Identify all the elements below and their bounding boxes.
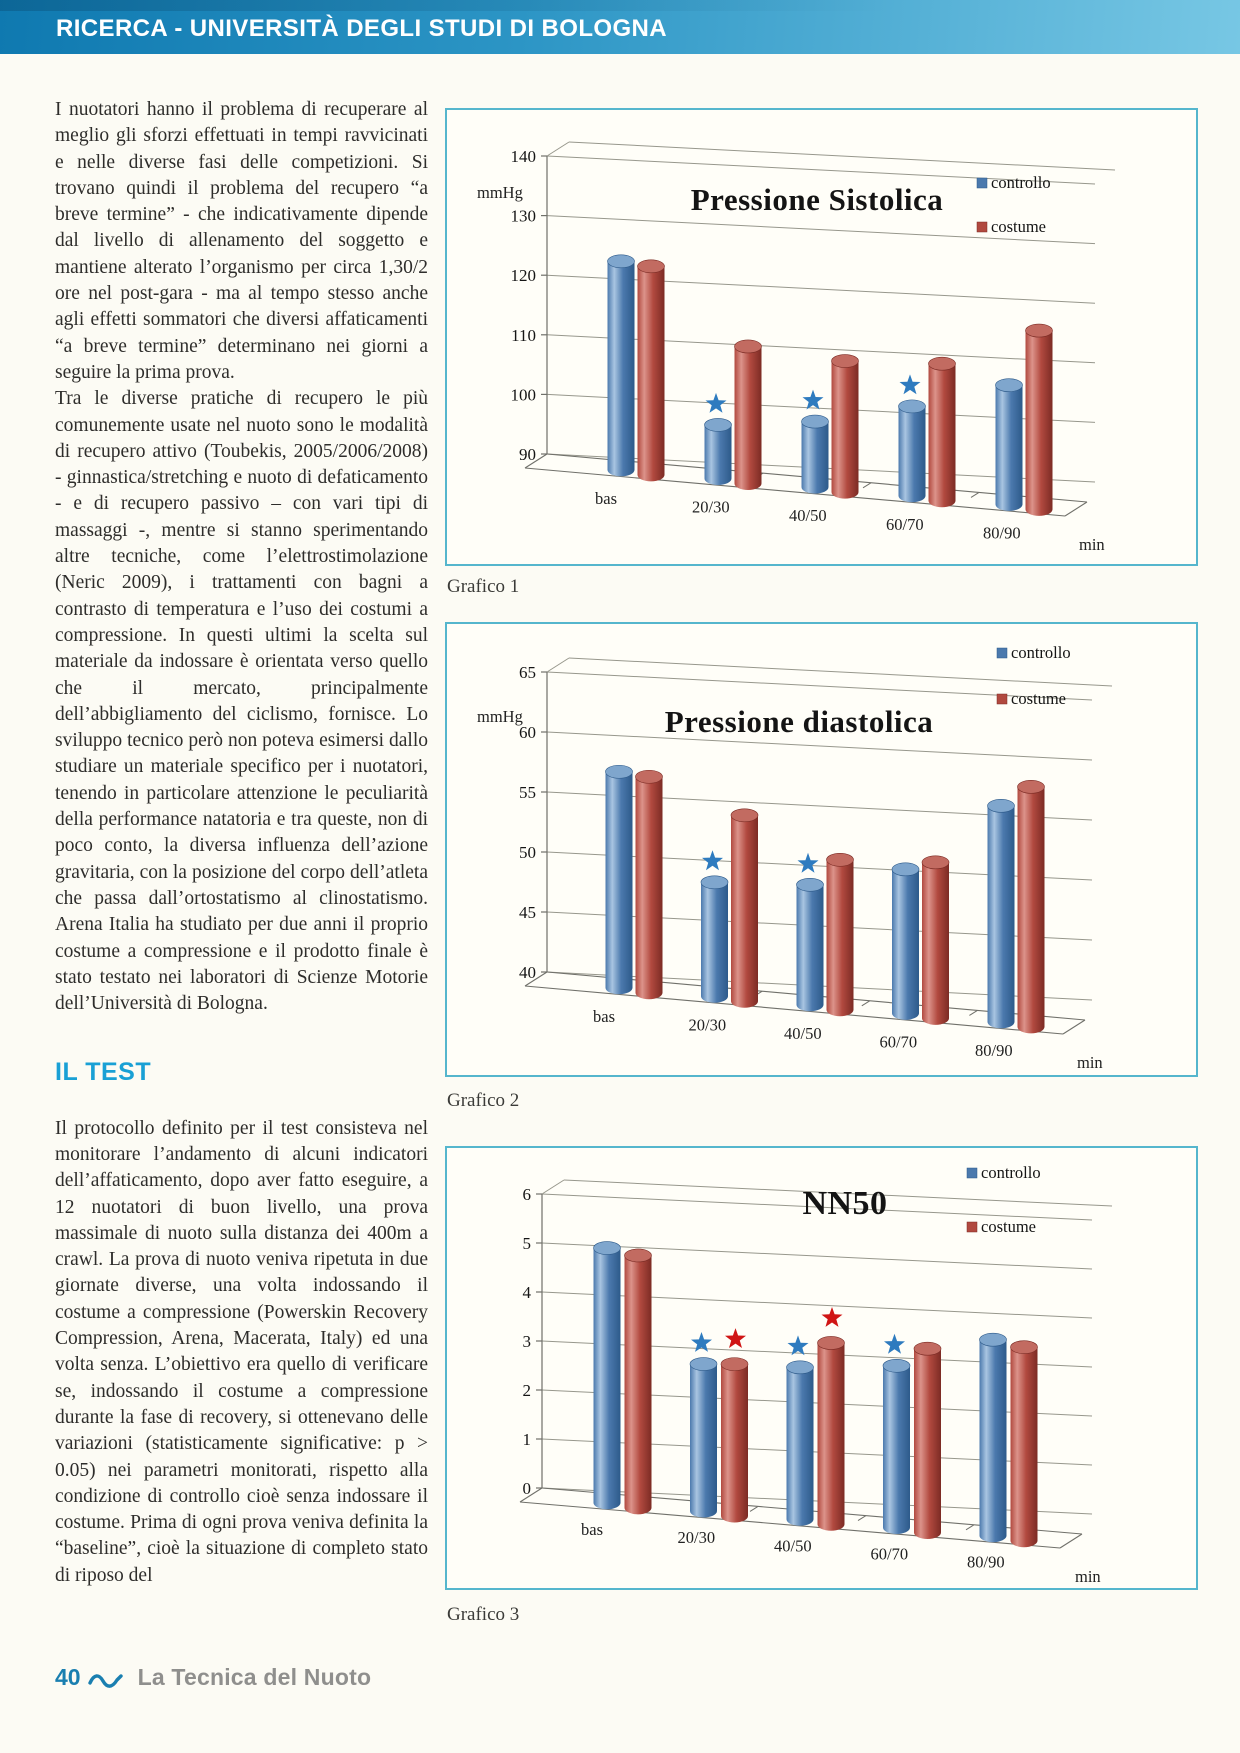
svg-text:20/30: 20/30 [688, 1015, 727, 1035]
svg-text:2: 2 [522, 1381, 531, 1400]
svg-text:20/30: 20/30 [677, 1528, 716, 1548]
svg-text:60/70: 60/70 [886, 514, 924, 534]
magazine-title: La Tecnica del Nuoto [137, 1664, 372, 1690]
significance-stars [702, 850, 819, 872]
svg-text:6: 6 [522, 1185, 531, 1204]
svg-text:80/90: 80/90 [983, 523, 1021, 543]
svg-text:100: 100 [510, 385, 536, 405]
chart-canvas-nn50 [447, 1148, 1196, 1588]
svg-text:45: 45 [519, 903, 536, 922]
chart-canvas-pressione-sistolica [447, 110, 1196, 564]
svg-text:40/50: 40/50 [774, 1536, 812, 1556]
svg-text:140: 140 [510, 147, 536, 166]
svg-text:Pressione Sistolica: Pressione Sistolica [690, 182, 944, 217]
paragraph: I nuotatori hanno il problema di recuperare al meglio gli sforzi effettuati in tempi ravvicinati e nelle diverse fasi delle competizioni. Si trovano quindi il problema del recupero “a breve termine” - che indicativamente dipende dal livello di allenamento del soggetto e mantiene alterato l’organismo per circa 1,30/2 ore nel post-gara - ma al tempo stesso anche agli effetti sommatori che diversi affaticamenti “a breve termine” determinano nei giorni a seguire la prima prova. [55, 99, 428, 383]
chart-grafico-1 [445, 108, 1198, 566]
svg-text:costume: costume [981, 1217, 1036, 1236]
svg-text:130: 130 [510, 206, 536, 226]
chart-caption: Grafico 3 [447, 1604, 520, 1625]
chart-caption: Grafico 2 [447, 1090, 520, 1111]
svg-text:controllo: controllo [981, 1163, 1041, 1182]
svg-text:0: 0 [522, 1479, 531, 1498]
svg-text:80/90: 80/90 [975, 1040, 1013, 1060]
svg-text:60/70: 60/70 [870, 1544, 909, 1564]
wave-icon [88, 1671, 124, 1689]
svg-text:60/70: 60/70 [879, 1032, 918, 1052]
page-footer [55, 1664, 371, 1691]
svg-text:65: 65 [519, 663, 536, 682]
svg-text:3: 3 [522, 1332, 531, 1351]
svg-text:90: 90 [519, 445, 536, 464]
chart-grafico-2 [445, 622, 1198, 1077]
svg-text:mmHg: mmHg [477, 183, 523, 202]
svg-text:20/30: 20/30 [692, 497, 730, 517]
svg-text:min: min [1077, 1053, 1103, 1072]
svg-text:mmHg: mmHg [477, 707, 523, 726]
article-text-column [55, 97, 428, 1589]
chart-canvas-pressione-diastolica [447, 624, 1196, 1075]
legend [977, 173, 1051, 236]
svg-text:110: 110 [511, 325, 536, 345]
svg-text:costume: costume [991, 217, 1046, 236]
legend [997, 643, 1071, 708]
svg-text:controllo: controllo [991, 173, 1051, 192]
svg-text:120: 120 [510, 266, 536, 286]
svg-text:40/50: 40/50 [789, 506, 827, 526]
paragraph: Il protocollo definito per il test consisteva nel monitorare l’andamento di alcuni indicatori dell’affaticamento, dopo aver fatto eseguire, a 12 nuotatori di buon livello, una prova massimale di nuoto sulla distanza dei 400m a crawl. La prova di nuoto veniva ripetuta in due giornate diverse, una volta indossando il costume a compressione (Powerskin Recovery Compression, Arena, Macerata, Italy) ed una volta senza. L’obiettivo era quello di verificare se, indossando il costume a compressione durante la fase di recovery, si ottenevano delle variazioni (statisticamente significative: p > 0.05) nei parametri monitorati, rispetto alla condizione di controllo cioè senza indossare il costume. Prima di ogni prova veniva definita la “baseline”, cioè la situazione di completo stato di riposo del [55, 1117, 428, 1586]
svg-text:55: 55 [519, 783, 536, 802]
svg-text:NN50: NN50 [802, 1185, 888, 1222]
svg-text:controllo: controllo [1011, 643, 1071, 662]
section-heading-il-test: IL TEST [55, 1058, 152, 1087]
svg-text:80/90: 80/90 [967, 1552, 1005, 1572]
svg-text:Pressione diastolica: Pressione diastolica [664, 704, 934, 739]
svg-text:1: 1 [522, 1430, 531, 1449]
svg-text:bas: bas [593, 1006, 615, 1026]
svg-text:min: min [1075, 1567, 1101, 1586]
svg-text:min: min [1079, 535, 1105, 554]
svg-text:bas: bas [581, 1519, 603, 1539]
svg-text:bas: bas [595, 488, 617, 508]
svg-text:4: 4 [522, 1283, 531, 1302]
significance-stars [691, 1307, 905, 1355]
svg-text:costume: costume [1011, 689, 1066, 708]
chart-grafico-3 [445, 1146, 1198, 1590]
paragraph: Tra le diverse pratiche di recupero le più comunemente usate nel nuoto sono le modalità di recupero attivo (Toubekis, 2005/2006/2008) - ginnastica/stretching e nuoto di defaticamento - e di recupero passivo – con vari tipi di massaggi -, mentre si stanno sperimentando altre tecniche, come l’elettrostimolazione (Neric 2009), i trattamenti con bagni a contrasto di temperatura e l’uso dei costumi a compressione. In questi ultimi la scelta sul materiale da indossare è orientata verso quello che il mercato, principalmente dell’abbigliamento del ciclismo, fornisce. Lo sviluppo tecnico però non poteva esimersi dallo studiare un materiale specifico per i nuotatori, tenendo in particolare attenzione le peculiarità della performance natatoria e tra queste, non di poco conto, la diversa influenza dell’azione gravitaria, con la posizione del corpo dell’atleta che passa dall’ortostatismo al clinostatismo. Arena Italia ha studiato per due anni il proprio costume a compressione e il prodotto finale è stato testato nei laboratori di Scienze Motorie dell’Università di Bologna. [55, 388, 428, 1015]
page-number: 40 [55, 1664, 81, 1690]
header-title: RICERCA - UNIVERSITÀ DEGLI STUDI DI BOLOGNA [56, 15, 667, 42]
svg-text:40: 40 [519, 963, 536, 982]
svg-text:60: 60 [519, 723, 536, 742]
svg-text:50: 50 [519, 843, 536, 862]
svg-text:5: 5 [522, 1234, 531, 1253]
chart-caption: Grafico 1 [447, 576, 520, 597]
page-header [0, 0, 1240, 54]
bars [606, 765, 1045, 1033]
svg-text:40/50: 40/50 [784, 1023, 822, 1043]
